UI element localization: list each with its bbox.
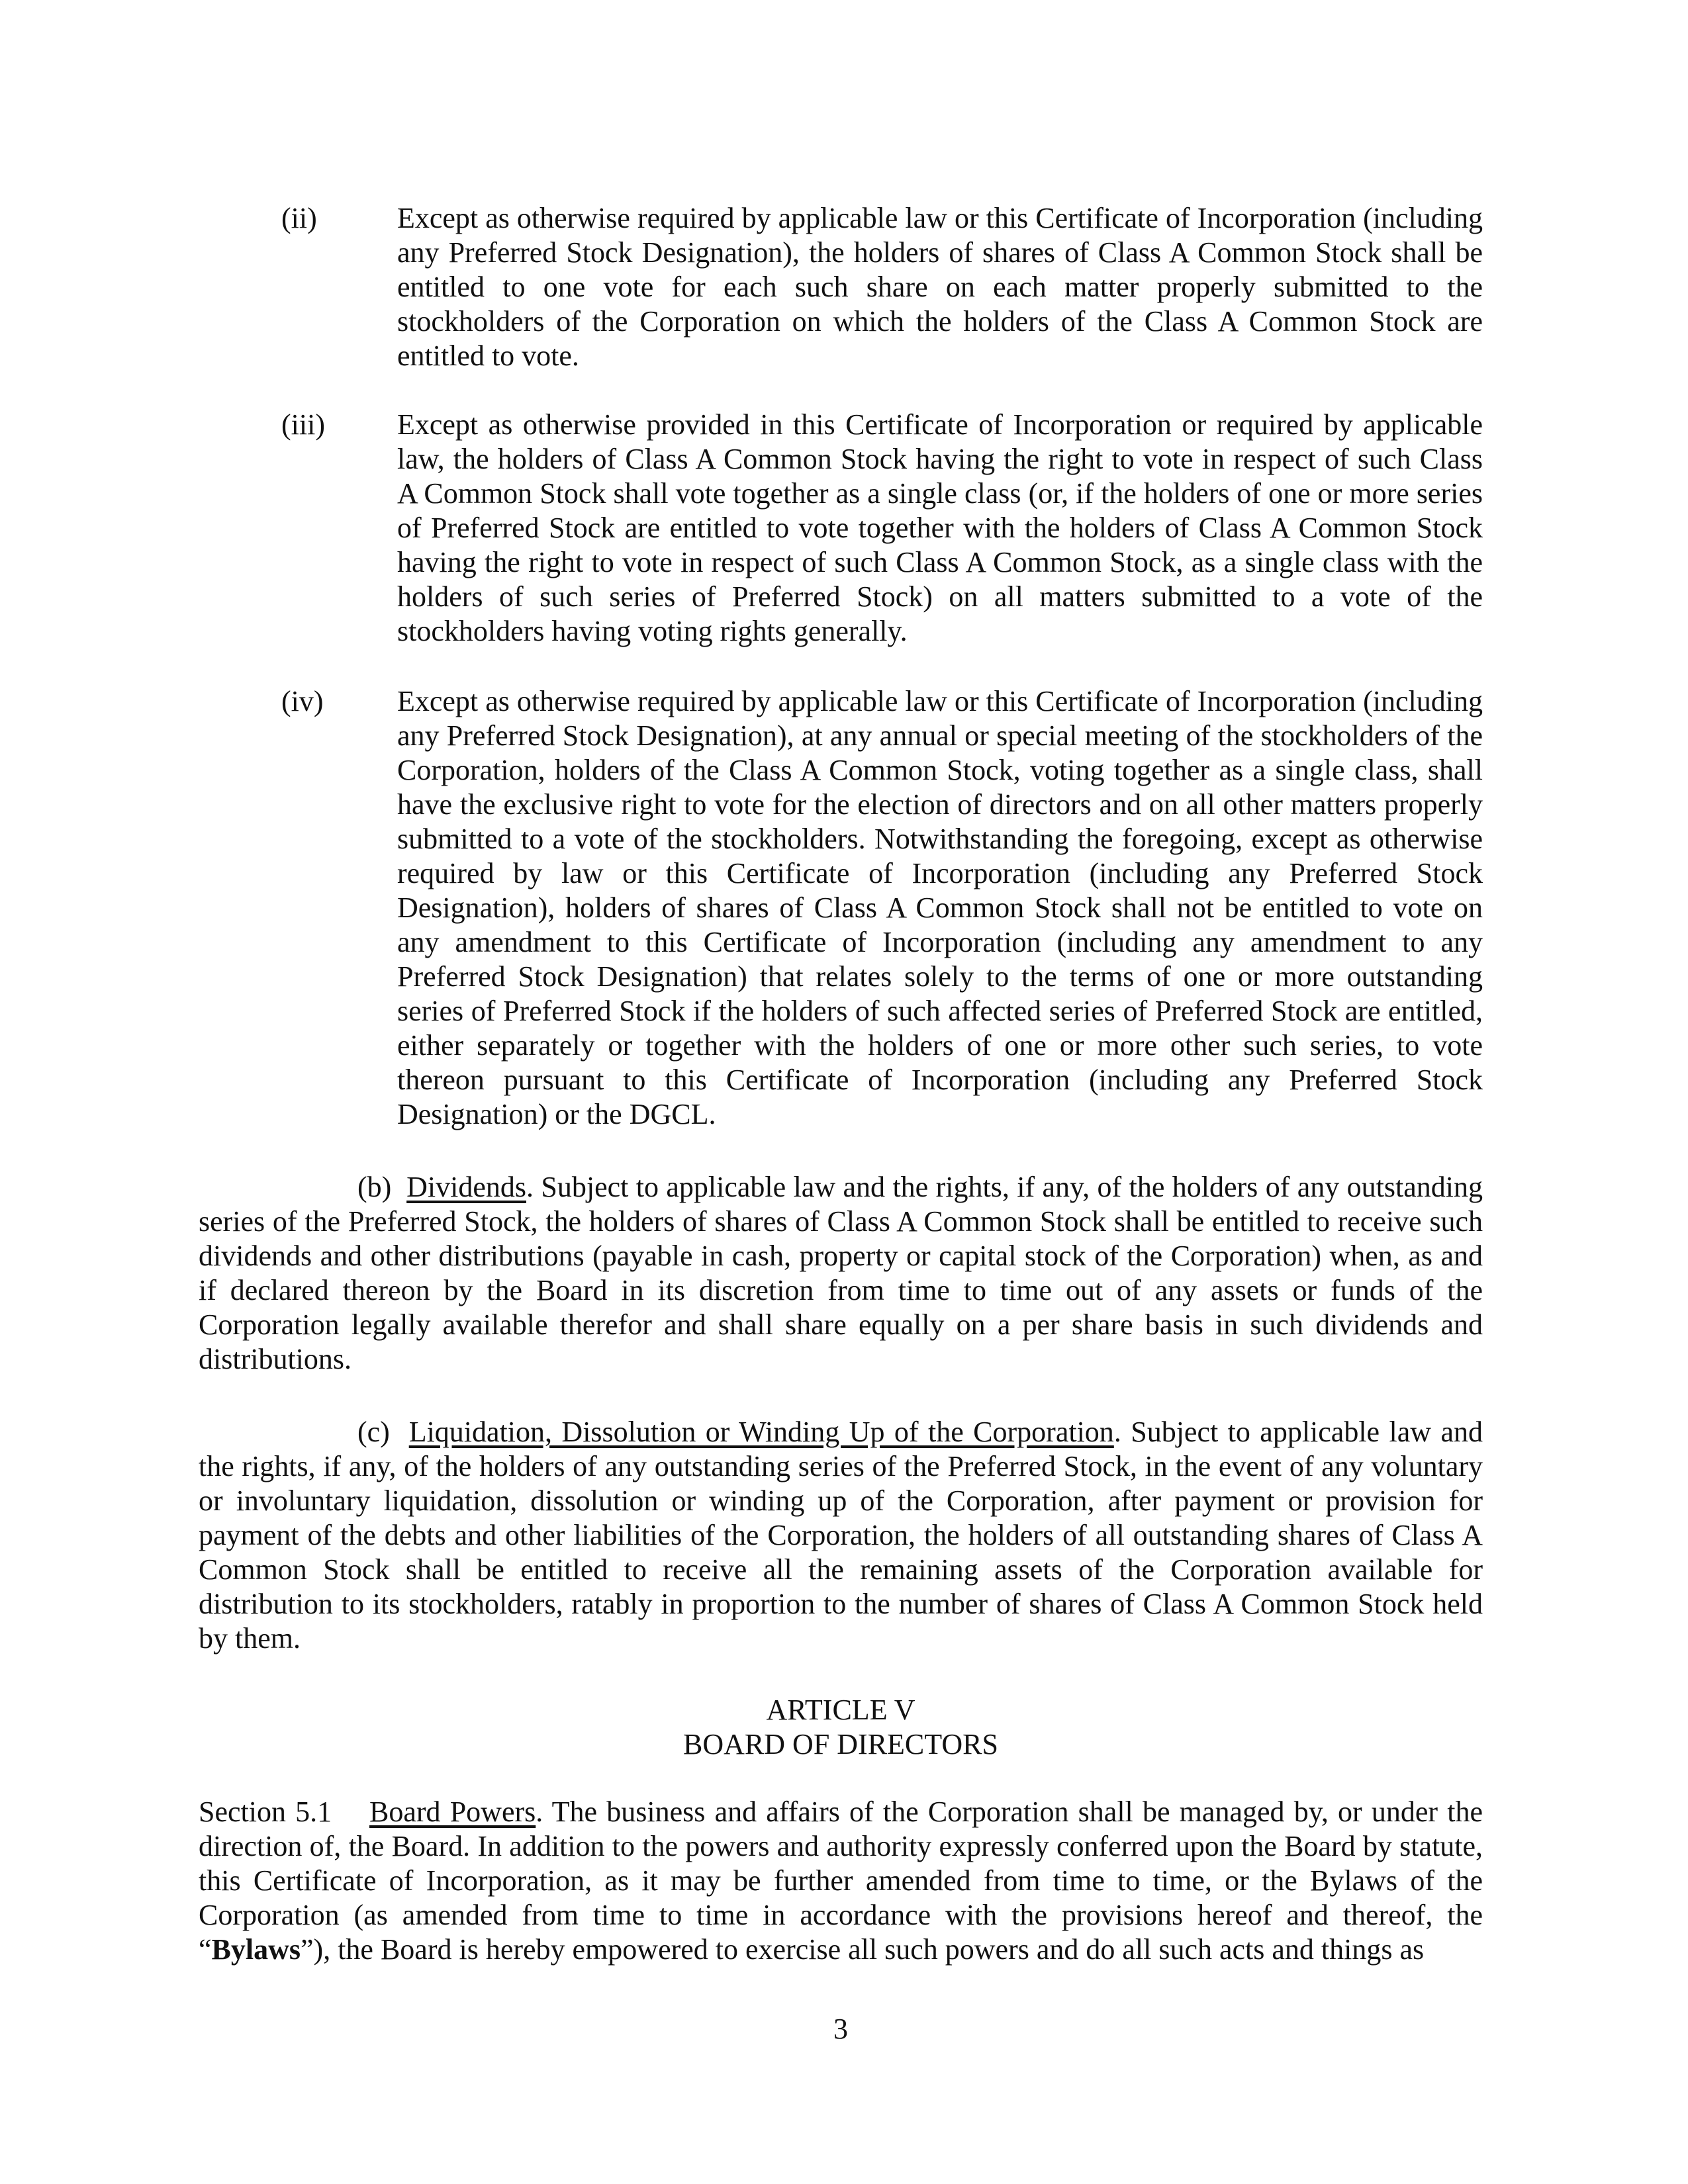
section-label: Section 5.1 bbox=[199, 1796, 332, 1828]
item-number: (iii) bbox=[281, 408, 325, 441]
liquidation-heading: Liquidation, Dissolution or Winding Up of the Corporation bbox=[408, 1416, 1114, 1448]
item-number: (ii) bbox=[281, 202, 317, 234]
item-text: Except as otherwise required by applicable law or this Certificate of Incorporation (including any Preferred Stock Designation), at any annual or special meeting of the stockholders of the Corporation, holders of the Class A Common Stock, voting together as a single class, shall have the exclusive right to vote for the election of directors and on all other matters properly submitted to a vote of the stockholders. Notwithstanding the foregoing, except as otherwise required by law or this Certificate of Incorporation (including any Preferred Stock Designation), holders of shares of Class A Common Stock shall not be entitled to vote on any amendment to this Certificate of Incorporation (including any amendment to any Preferred Stock Designation) that relates solely to the terms of one or more outstanding series of Preferred Stock if the holders of such affected series of Preferred Stock are entitled, either separately or together with the holders of one or more other such series, to vote thereon pursuant to this Certificate of Incorporation (including any Preferred Stock Designation) or the DGCL. bbox=[397, 685, 1483, 1130]
item-text: Except as otherwise provided in this Certificate of Incorporation or required by applicable law, the holders of Class A Common Stock having the right to vote in respect of such Class A Common Stock shall vote together as a single class (or, if the holders of one or more series of Preferred Stock are entitled to vote together with the holders of Class A Common Stock having the right to vote in respect of such Class A Common Stock, as a single class with the holders of such series of Preferred Stock) on all matters submitted to a vote of the stockholders having voting rights generally. bbox=[397, 408, 1483, 647]
defined-term-bylaws: Bylaws bbox=[211, 1933, 301, 1966]
item-text: Except as otherwise required by applicable law or this Certificate of Incorporation (including any Preferred Stock Designation), the holders of shares of Class A Common Stock shall be entitled to one vote for each such share on each matter properly submitted to the stockholders of the Corporation on which the holders of the Class A Common Stock are entitled to vote. bbox=[397, 202, 1483, 372]
item-number: (iv) bbox=[281, 685, 324, 717]
dividends-label: (b) bbox=[357, 1171, 392, 1203]
section-heading: Board Powers bbox=[369, 1796, 536, 1828]
liquidation-label: (c) bbox=[357, 1416, 390, 1448]
page-number: 3 bbox=[833, 2013, 848, 2045]
section-text-after: ”), the Board is hereby empowered to exercise all such powers and do all such acts and things as bbox=[301, 1933, 1425, 1966]
section-text-before: . The business and affairs of the Corporation shall be managed by, or under the direction of, the Board. In addition to the powers and authority expressly conferred upon the Board by statute, this Certificate of Incorporation, as it may be further amended from time to time, or the Bylaws of the Corporation (as amended from time to time in accordance with the provisions hereof and thereof, the “ bbox=[199, 1796, 1483, 1966]
liquidation-text: . Subject to applicable law and the rights, if any, of the holders of any outstanding series of the Preferred Stock, in the event of any voluntary or involuntary liquidation, dissolution or winding up of the Corporation, after payment or provision for payment of the debts and other liabilities of the Corporation, the holders of all outstanding shares of Class A Common Stock shall be entitled to receive all the remaining assets of the Corporation available for distribution to its stockholders, ratably in proportion to the number of shares of Class A Common Stock held by them. bbox=[199, 1416, 1483, 1655]
dividends-text: . Subject to applicable law and the rights, if any, of the holders of any outstanding series of the Preferred Stock, the holders of shares of Class A Common Stock shall be entitled to receive such dividends and other distributions (payable in cash, property or capital stock of the Corporation) when, as and if declared thereon by the Board in its discretion from time to time out of any assets or funds of the Corporation legally available therefor and shall share equally on a per share basis in such dividends and distributions. bbox=[199, 1171, 1483, 1375]
article-heading bbox=[199, 1693, 1483, 1762]
liquidation-paragraph bbox=[199, 1415, 1483, 1656]
article-title: BOARD OF DIRECTORS bbox=[683, 1728, 998, 1760]
dividends-heading: Dividends bbox=[406, 1171, 526, 1203]
article-number: ARTICLE V bbox=[766, 1694, 915, 1726]
section-5-1-paragraph bbox=[199, 1795, 1483, 1967]
dividends-paragraph bbox=[199, 1170, 1483, 1377]
